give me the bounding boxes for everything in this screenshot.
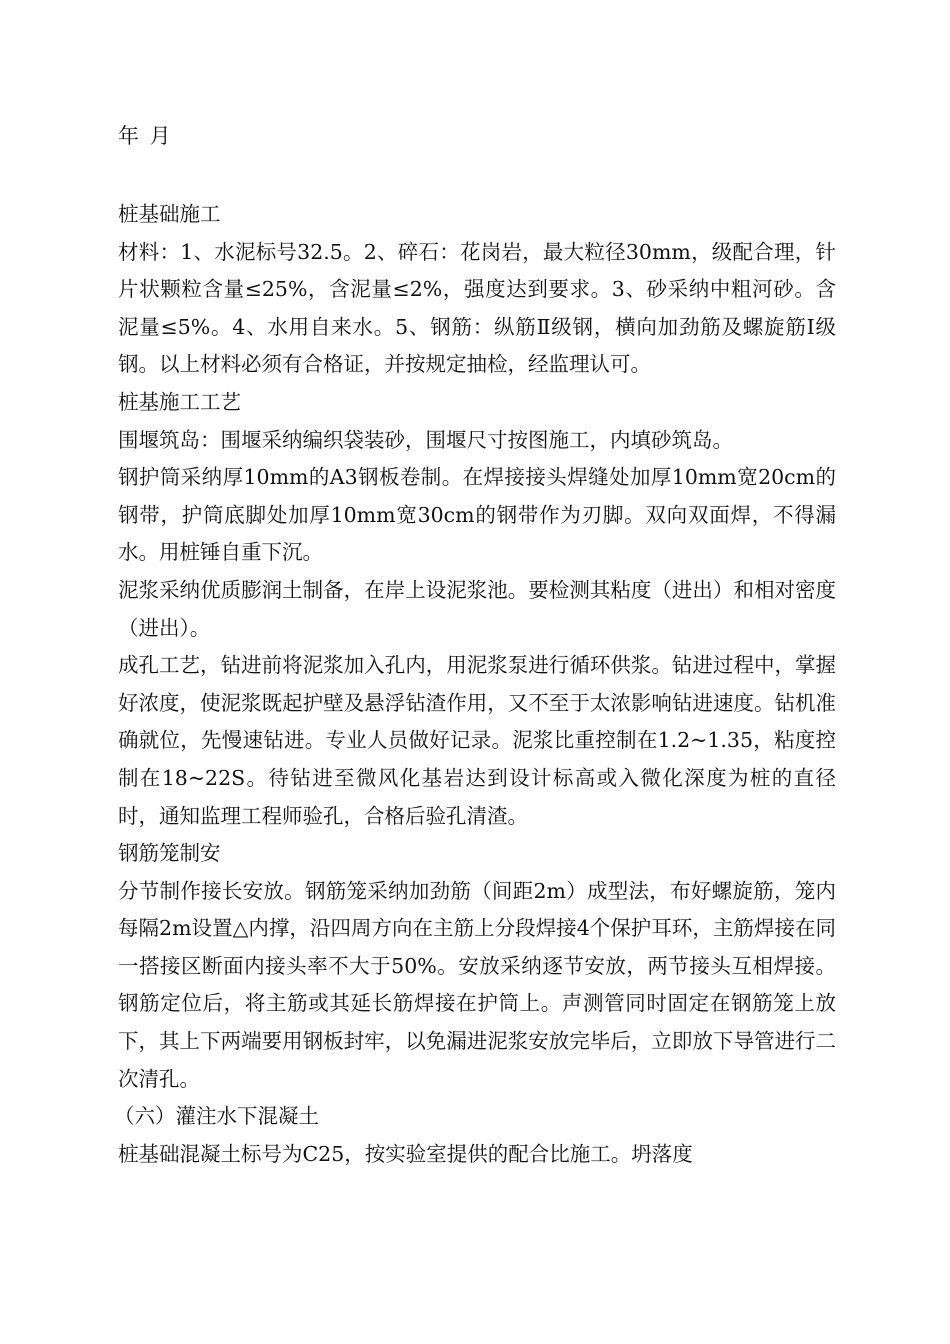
paragraph-steel-casing: 钢护筒采纳厚10mm的A3钢板卷制。在焊接接头焊缝处加厚10mm宽20cm的钢带，护筒底脚处加厚10mm宽30cm的钢带作为刃脚。双向双面焊，不得漏水。用桩锤自重下沉。 [118, 465, 836, 565]
paragraph-cofferdam: 围堰筑岛：围堰采纳编织袋装砂，围堰尺寸按图施工，内填砂筑岛。 [118, 427, 733, 452]
paragraph-mud-preparation: 泥浆采纳优质膨润土制备，在岸上设泥浆池。要检测其粘度（进出）和相对密度（进出）。 [118, 577, 836, 640]
paragraph-rebar-cage: 分节制作接长安放。钢筋笼采纳加劲筋（间距2m）成型法，布好螺旋筋，笼内每隔2m设置△内撑，沿四周方向在主筋上分段焊接4个保护耳环，主筋焊接在同一搭接区断面内接头率不大于50%。安放采纳逐节安放，两节接头互相焊接。钢筋定位后，将主筋或其延长筋焊接在护筒上。声测管同时固定在钢筋笼上放下，其上下两端要用钢板封牢，以免漏进泥浆安放完毕后，立即放下导管进行二次清孔。 [118, 878, 836, 1091]
section-heading-underwater-concrete: （六）灌注水下混凝土 [114, 1104, 319, 1129]
paragraph-drilling-process: 成孔工艺，钻进前将泥浆加入孔内，用泥浆泵进行循环供浆。钻进过程中，掌握好浓度，使泥浆既起护壁及悬浮钻渣作用，又不至于太浓影响钻进速度。钻机准确就位，先慢速钻进。专业人员做好记录。泥浆比重控制在1.2~1.35，粘度控制在18~22S。待钻进至微风化基岩达到设计标高或入微化深度为桩的直径时，通知监理工程师验孔，合格后验孔清渣。 [118, 653, 836, 828]
section-heading-pile-process: 桩基施工工艺 [118, 389, 241, 414]
paragraph-materials: 材料：1、水泥标号32.5。2、碎石：花岗岩，最大粒径30mm，级配合理，针片状颗粒含量≤25%，含泥量≤2%，强度达到要求。3、砂采纳中粗河砂。含泥量≤5%。4、水用自来水。5、钢筋：纵筋Ⅱ级钢，横向加劲筋及螺旋筋Ⅰ级钢。以上材料必须有合格证，并按规定抽检，经监理认可。 [118, 239, 836, 377]
date-line: 年 月 [118, 124, 173, 148]
document-body [114, 196, 836, 1173]
section-heading-rebar-cage: 钢筋笼制安 [118, 841, 221, 866]
section-heading-pile-foundation: 桩基础施工 [118, 202, 221, 226]
paragraph-concrete-grade: 桩基础混凝土标号为C25，按实验室提供的配合比施工。坍落度 [118, 1141, 693, 1166]
